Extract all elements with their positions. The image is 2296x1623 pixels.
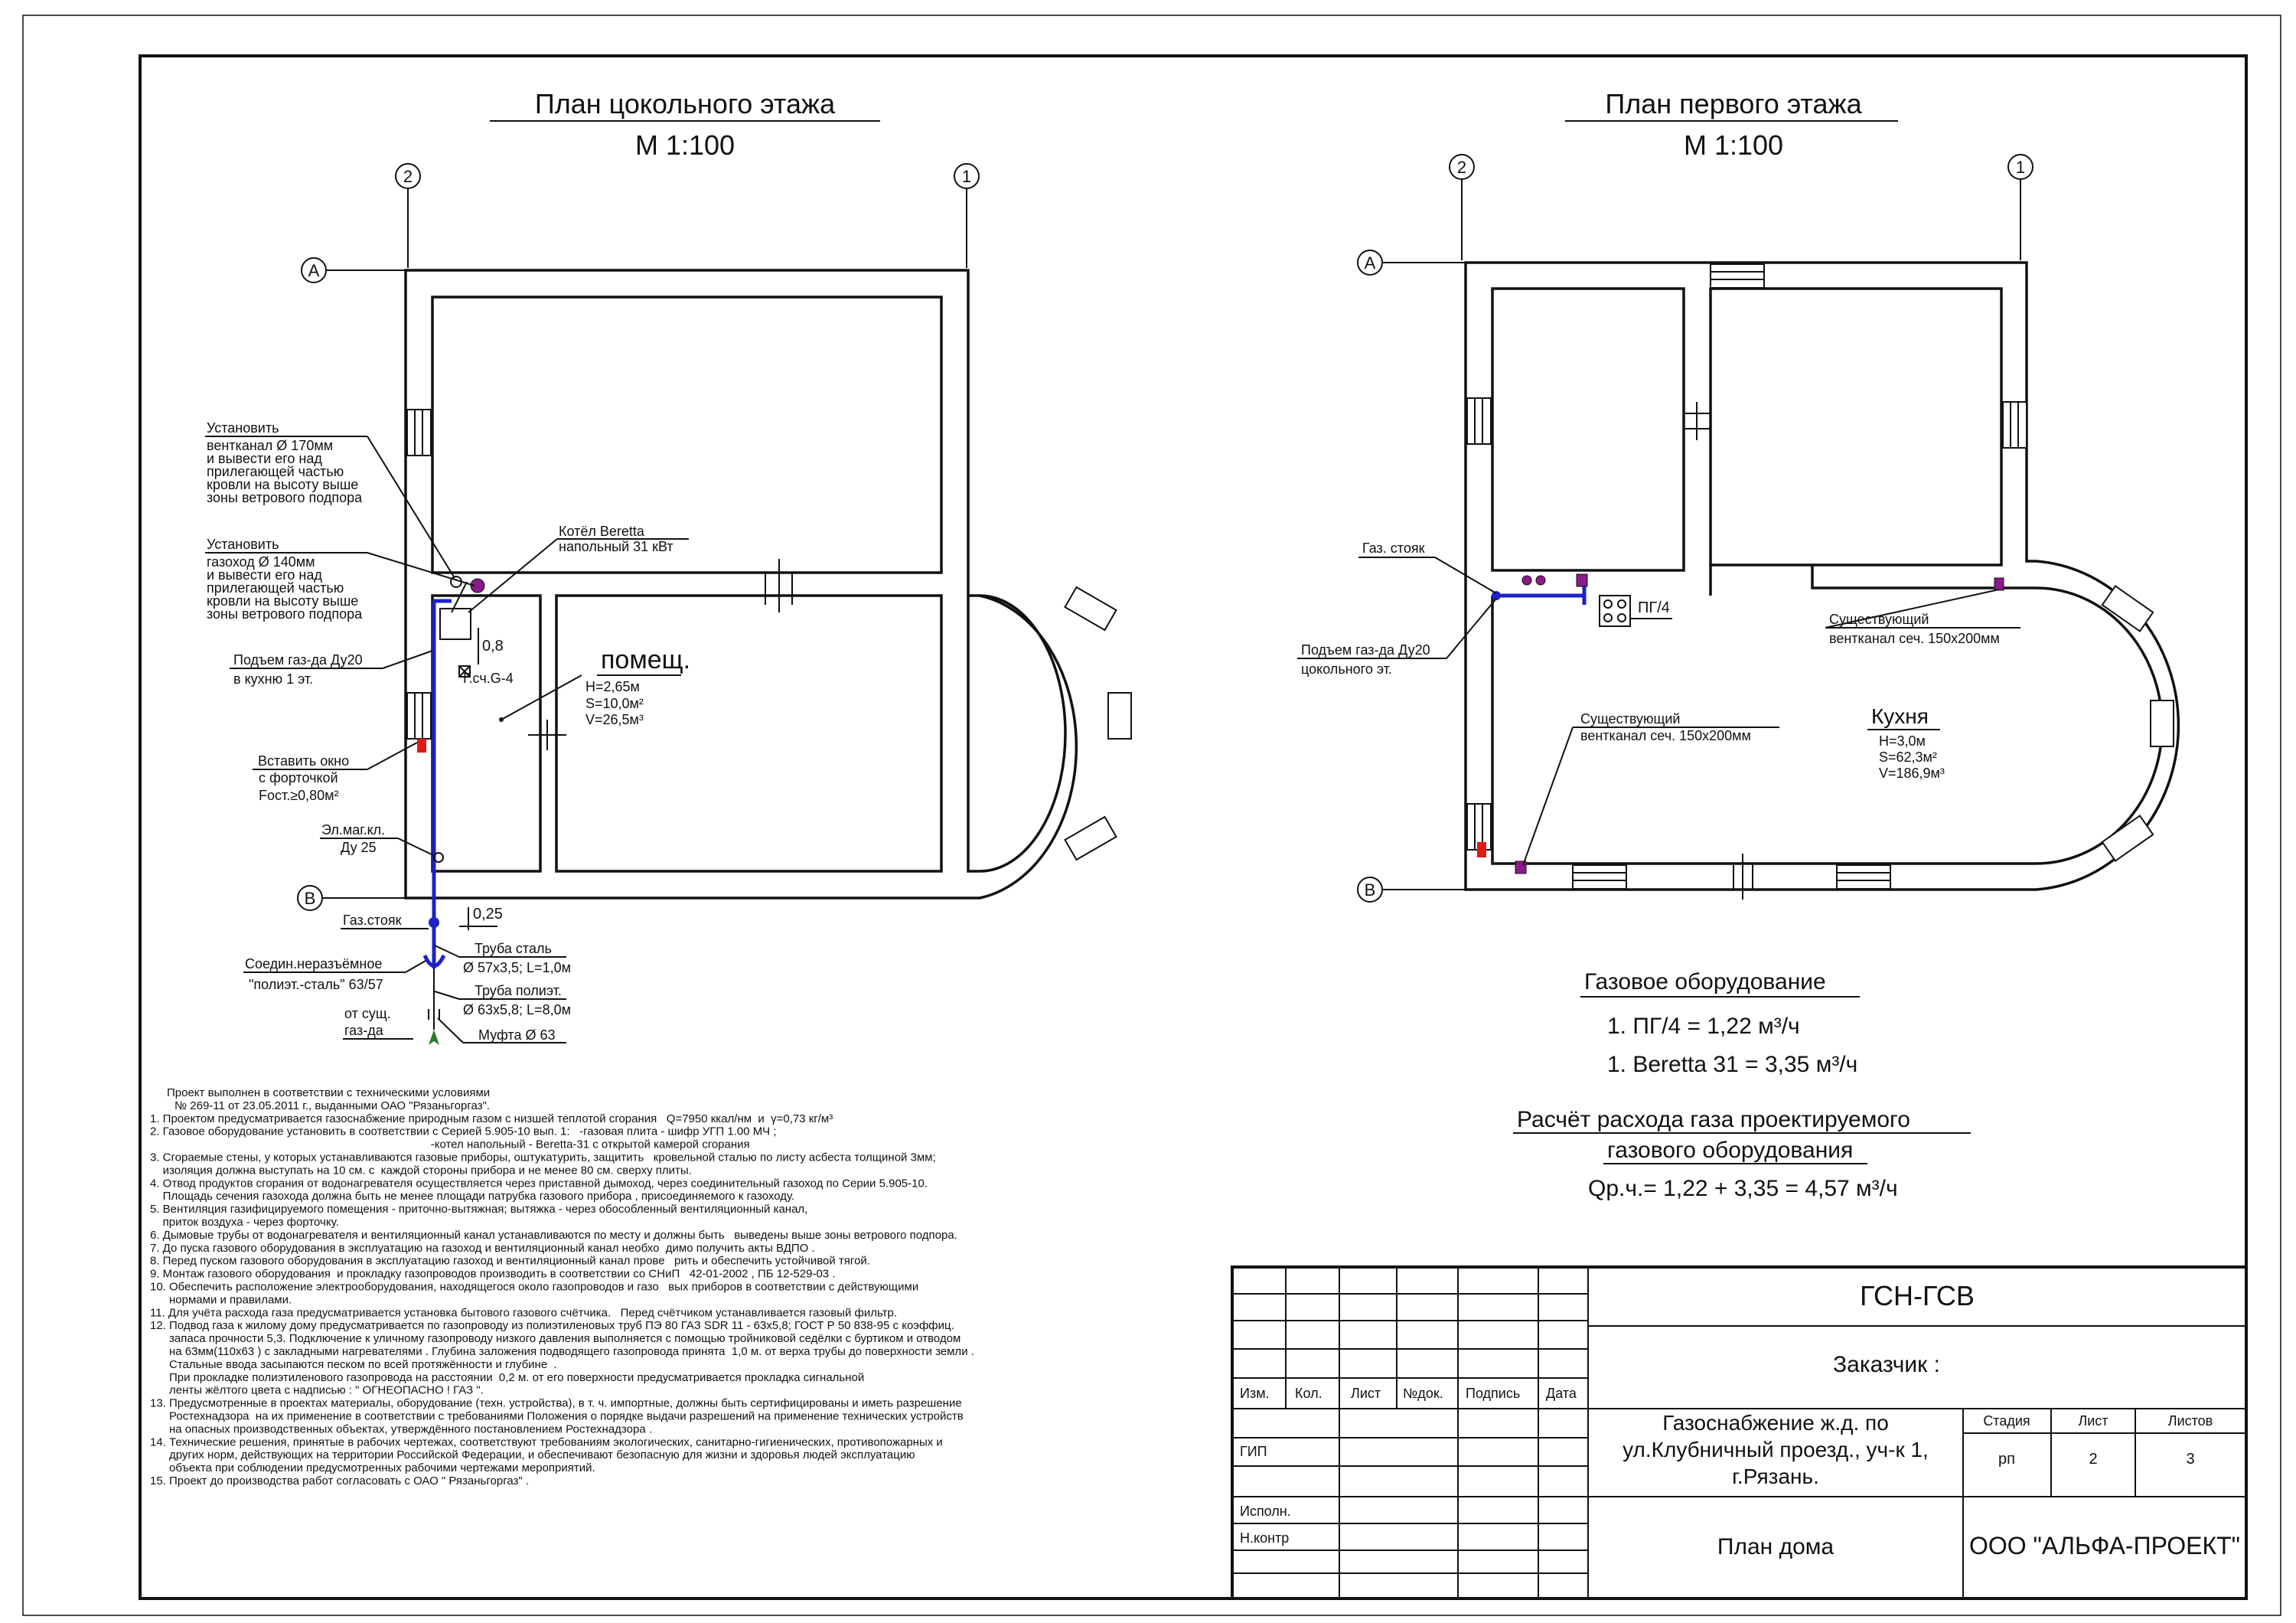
window-red-marker bbox=[1477, 842, 1486, 857]
note-line: 15. Проект до производства работ согласовать с ОАО " Рязаньгоргаз" . bbox=[150, 1474, 530, 1487]
vent-icon bbox=[1994, 578, 2004, 590]
stamp-sheet-header: Лист bbox=[2078, 1413, 2108, 1429]
callout-line: Ø 63х5,8; L=8,0м bbox=[463, 1002, 571, 1017]
note-line: запаса прочности 5,3. Подключение к уличному газопроводу низкого давления выполняется с помощью тройниковой седёлки с буртиком и отводом bbox=[150, 1332, 961, 1346]
callout-line: газ-да bbox=[344, 1023, 383, 1038]
note-line: 9. Монтаж газового оборудования и прокладку газопроводов производить в соответствии со СНиП 42-01-2002 , ПБ 12-529-03 . bbox=[150, 1267, 836, 1281]
window bbox=[407, 410, 431, 739]
callout-line: Газ.стояк bbox=[343, 913, 402, 928]
stamp-object: Газоснабжение ж.д. по bbox=[1662, 1411, 1889, 1435]
wall-inner-upper bbox=[432, 297, 941, 573]
window bbox=[1467, 264, 2174, 889]
note-line: нормами и правилами. bbox=[150, 1293, 292, 1307]
callout-riser bbox=[230, 651, 432, 687]
note-line: 12. Подвод газа к жилому дому предусматривается по газопроводу из полиэтиленовых труб ПЭ 80 ГАЗ SDR 11 - 63х5,8; ГОСТ Р 50 838-95 с коэффиц. bbox=[150, 1319, 954, 1333]
right-plan-title: План первого этажа bbox=[1605, 88, 1862, 119]
callout-line: и вывести его над bbox=[207, 451, 322, 466]
callout-line: Муфта Ø 63 bbox=[478, 1027, 556, 1043]
note-line: 2. Газовое оборудование установить в соответствии с Серией 5.905-10 вып. 1: -газовая плита - шифр УГП 1.00 МЧ ; bbox=[150, 1125, 777, 1138]
callout-window bbox=[253, 743, 417, 803]
callout-line: Установить bbox=[207, 537, 279, 552]
stamp-sheets-header: Листов bbox=[2167, 1413, 2213, 1429]
callout-line: Вставить окно bbox=[258, 753, 350, 769]
callout-joint bbox=[243, 956, 426, 992]
callout-line: кровли на высоту выше bbox=[207, 477, 359, 492]
room-volume: V=26,5м³ bbox=[585, 712, 644, 727]
callout-line: вентканал Ø 170мм bbox=[207, 438, 334, 453]
stamp-stage-header: Стадия bbox=[1983, 1413, 2030, 1429]
stamp-sheet: 2 bbox=[2089, 1451, 2098, 1468]
equipment-line: 1. ПГ/4 = 1,22 м³/ч bbox=[1607, 1014, 1800, 1039]
note-line: на опасных производственных объектах, утверждённого постановлением Ростехнадзора . bbox=[150, 1422, 652, 1436]
note-line: 5. Вентиляция газифицируемого помещения - приточно-вытяжная; вытяжка - через обособленный вентиляционный канал, bbox=[150, 1203, 808, 1216]
stoyak-label: Газ. стояк bbox=[1362, 540, 1425, 556]
note-line: При прокладке полиэтиленового газопровода на расстоянии 0,2 м. от его поверхности предусматривается прокладка сигнальной bbox=[150, 1370, 865, 1384]
window-red-marker bbox=[417, 739, 426, 753]
axis-label: В bbox=[304, 889, 316, 908]
left-plan bbox=[205, 88, 1131, 1045]
wall-inner-arc bbox=[968, 596, 1065, 871]
wall-inner-right-room bbox=[556, 596, 941, 871]
note-line: № 269-11 от 23.05.2011 г., выданными ОАО "Рязаньгоргаз". bbox=[174, 1099, 491, 1112]
equipment-line: 1. Beretta 31 = 3,35 м³/ч bbox=[1607, 1052, 1858, 1077]
callout-line: зоны ветрового подпора bbox=[207, 490, 363, 505]
room-area: S=10,0м² bbox=[585, 696, 644, 711]
equipment-title: Газовое оборудование bbox=[1584, 969, 1826, 994]
stamp-object: ул.Клубничный проезд., уч-к 1, bbox=[1623, 1438, 1929, 1461]
note-line: 4. Отвод продуктов сгорания от водонагревателя осуществляется через приставной дымоход, через соединительный газоход по Серии 5.905-10. bbox=[150, 1177, 928, 1190]
callout-line: Труба полиэт. bbox=[475, 983, 562, 998]
note-line: 11. Для учёта расхода газа предусматривается установка бытового газового счётчика. Перед счётчиком устанавливается газовый фильтр. bbox=[150, 1306, 898, 1320]
stamp-ispoln: Исполн. bbox=[1240, 1504, 1291, 1519]
note-line: 8. Перед пуском газового оборудования в эксплуатацию газоход и вентиляционный канал прове рить и обеспечить устойчивой тягой. bbox=[150, 1254, 870, 1268]
callout-line: прилегающей частью bbox=[207, 464, 344, 479]
note-line: на 63мм(110х63 ) с закладными нагревателями . Глубина заложения подводящего газопровода принята 1,0 м. от верха трубы до поверхности земли . bbox=[150, 1345, 974, 1358]
note-line: 14. Технические решения, принятые в рабочих чертежах, соответствуют требованиям экологических, санитарно-гигиенических, противопожарных и bbox=[150, 1435, 943, 1449]
room-area: S=62,3м² bbox=[1879, 749, 1937, 765]
note-line: Проект выполнен в соответствии с техническими условиями bbox=[167, 1086, 491, 1099]
callout-line: напольный 31 кВт bbox=[559, 539, 673, 554]
stamp-stage: рп bbox=[1998, 1451, 2015, 1468]
stamp-drawing: План дома bbox=[1717, 1534, 1835, 1559]
callout-line: зоны ветрового подпора bbox=[207, 606, 363, 622]
callout-from bbox=[343, 1006, 413, 1039]
callout-line: Ду 25 bbox=[341, 840, 377, 855]
riser-label: цокольного эт. bbox=[1301, 661, 1392, 677]
callout-pipe-pe bbox=[435, 983, 571, 1017]
room-height: Н=3,0м bbox=[1879, 733, 1926, 749]
note-line: 10. Обеспечить расположение электрооборудования, находящегося около газопроводов и газо вых приборов в соответствии с действующими bbox=[150, 1280, 919, 1294]
note-line: других норм, действующих на территории Российской Федерации, и обеспечивают безопасную для жизни и здоровья людей эксплуатацию bbox=[150, 1448, 915, 1462]
left-plan-title: План цокольного этажа bbox=[534, 88, 836, 119]
note-line: приток воздуха - через форточку. bbox=[150, 1216, 339, 1229]
stamp-col: Дата bbox=[1546, 1386, 1577, 1401]
calc-formula: Qр.ч.= 1,22 + 3,35 = 4,57 м³/ч bbox=[1588, 1176, 1898, 1201]
axis-label: А bbox=[308, 261, 320, 280]
room-volume: V=186,9м³ bbox=[1879, 766, 1945, 781]
wall-inner-left-room bbox=[432, 596, 540, 871]
note-line: объекта при соблюдении предусмотренных рабочими чертежами мероприятий. bbox=[150, 1461, 595, 1475]
callout-coupling bbox=[438, 1018, 566, 1043]
stamp-col: №док. bbox=[1403, 1386, 1443, 1401]
gas-equipment-block bbox=[1513, 969, 1971, 1201]
wall-inner-kitchen bbox=[1492, 289, 2162, 864]
stamp-col: Кол. bbox=[1295, 1386, 1322, 1401]
note-line: Площадь сечения газохода должна быть не менее площади патрубка газового прибора , присоединяемого к газоходу. bbox=[150, 1190, 795, 1203]
stamp-company: ООО "АЛЬФА-ПРОЕКТ" bbox=[1968, 1532, 2241, 1559]
callout-stoyak bbox=[341, 913, 429, 929]
boiler-icon bbox=[440, 609, 471, 639]
calc-title: газового оборудования bbox=[1607, 1138, 1854, 1163]
callout-line: Ø 57х3,5; L=1,0м bbox=[463, 960, 571, 975]
note-line: изоляция должна выступать на 10 см. с каждой стороны прибора и не менее 80 см. сверху плиты. bbox=[150, 1164, 692, 1177]
room-name: помещ. bbox=[601, 645, 691, 674]
stamp-sheets: 3 bbox=[2186, 1451, 2195, 1468]
note-line: -котел напольный - Beretta-31 с открытой камерой сгорания bbox=[150, 1138, 750, 1151]
callout-pipe-steel bbox=[435, 941, 571, 975]
axis-label: 2 bbox=[403, 167, 413, 186]
note-line: ленты жёлтого цвета с надписью : " ОГНЕОПАСНО ! ГАЗ ". bbox=[150, 1383, 484, 1397]
calc-title: Расчёт расхода газа проектируемого bbox=[1517, 1107, 1910, 1132]
riser-label: Подъем газ-да Ду20 bbox=[1301, 642, 1430, 658]
vent-existing-label: Существующий bbox=[1829, 612, 1929, 627]
door-opening bbox=[1684, 402, 1753, 900]
wall-outer bbox=[406, 270, 1076, 898]
stamp-customer: Заказчик : bbox=[1833, 1352, 1940, 1377]
axis-label: 2 bbox=[1456, 158, 1467, 177]
note-line: Ростехнадзора на их применение в соответствии с требованиями Положения о порядке выдачи разрешений на применение технических устройств bbox=[150, 1409, 964, 1423]
axis-label: 1 bbox=[961, 167, 972, 186]
callout-line: "полиэт.-сталь" 63/57 bbox=[249, 977, 383, 992]
vent-existing-label: вентканал сеч. 150х200мм bbox=[1580, 728, 1751, 743]
stamp-code: ГСН-ГСВ bbox=[1860, 1280, 1975, 1311]
stamp-object: г.Рязань. bbox=[1732, 1465, 1819, 1488]
callout-line: Установить bbox=[207, 420, 279, 436]
general-notes bbox=[150, 1086, 974, 1487]
callout-line: газоход Ø 140мм bbox=[207, 554, 315, 570]
right-plan-scale: М 1:100 bbox=[1683, 129, 1784, 161]
callout-line: Труба сталь bbox=[475, 941, 552, 956]
note-line: Стальные ввода засыпаются песком по всей протяжённости и глубине . bbox=[150, 1357, 557, 1371]
callout-valve bbox=[320, 822, 435, 856]
callout-line: Fост.≥0,80м² bbox=[259, 788, 339, 803]
callout-line: с форточкой bbox=[259, 770, 338, 785]
stove-icon bbox=[1600, 596, 1630, 626]
stamp-gip: ГИП bbox=[1240, 1444, 1267, 1459]
vent-existing-label: Существующий bbox=[1580, 711, 1681, 727]
callout-line: и вывести его над bbox=[207, 567, 322, 583]
callout-line: Котёл Beretta bbox=[559, 524, 644, 539]
stamp-col: Подпись bbox=[1466, 1386, 1521, 1401]
left-plan-scale: М 1:100 bbox=[634, 129, 735, 161]
room-name: Кухня bbox=[1871, 704, 1929, 728]
vent-existing-label: вентканал сеч. 150х200мм bbox=[1829, 631, 2000, 646]
dim-0-8: 0,8 bbox=[482, 638, 504, 655]
note-line: 3. Сгораемые стены, у которых устанавливаются газовые приборы, оштукатурить, защитить кровельной сталью по листу асбеста толщиной 3мм; bbox=[150, 1151, 936, 1164]
callout-line: в кухню 1 эт. bbox=[233, 671, 314, 687]
callout-line: кровли на высоту выше bbox=[207, 593, 359, 609]
note-line: 7. До пуска газового оборудования в эксплуатацию на газоход и вентиляционный канал необхо димо получить акты ВДПО . bbox=[150, 1241, 815, 1255]
callout-line: прилегающей частью bbox=[207, 580, 344, 596]
stove-label: ПГ/4 bbox=[1638, 599, 1670, 616]
axis-label: А bbox=[1364, 253, 1376, 273]
title-block bbox=[1232, 1267, 2246, 1599]
callout-line: от сущ. bbox=[344, 1006, 391, 1021]
callout-line: Подъем газ-да Ду20 bbox=[233, 652, 363, 668]
callout-line: Соедин.неразъёмное bbox=[245, 956, 383, 972]
note-line: 1. Проектом предусматривается газоснабжение природным газом с низшей теплотой сгорания Q=7950 ккал/нм и γ=0,73 кг/м³ bbox=[150, 1112, 833, 1125]
note-line: 6. Дымовые трубы от водонагревателя и вентиляционный канал устанавливаются по месту и должны быть выведены выше зоны ветрового подпора. bbox=[150, 1228, 957, 1242]
callout-boiler bbox=[468, 524, 689, 612]
room-height: Н=2,65м bbox=[585, 679, 640, 694]
callout-line: Эл.маг.кл. bbox=[321, 822, 386, 838]
stamp-nkontr: Н.контр bbox=[1240, 1530, 1290, 1546]
vent-icon bbox=[1577, 574, 1587, 586]
meter-label: Г.сч.G-4 bbox=[463, 671, 514, 686]
vent-icon bbox=[1522, 576, 1531, 585]
axis-label: В bbox=[1364, 880, 1376, 900]
stamp-col: Лист bbox=[1351, 1386, 1381, 1401]
stamp-col: Изм. bbox=[1240, 1386, 1270, 1401]
dim-0-25: 0,25 bbox=[473, 906, 503, 923]
note-line: 13. Предусмотренные в проектах материалы, оборудование (техн. устройства), в т. ч. импортные, должны быть сертифицированы и иметь разрешение bbox=[150, 1396, 962, 1410]
vent-icon bbox=[1536, 576, 1545, 585]
wall-outer bbox=[1466, 263, 2178, 890]
wall-inner-room-left bbox=[1492, 289, 1684, 570]
right-plan bbox=[1297, 88, 2178, 902]
axis-label: 1 bbox=[2015, 158, 2026, 177]
